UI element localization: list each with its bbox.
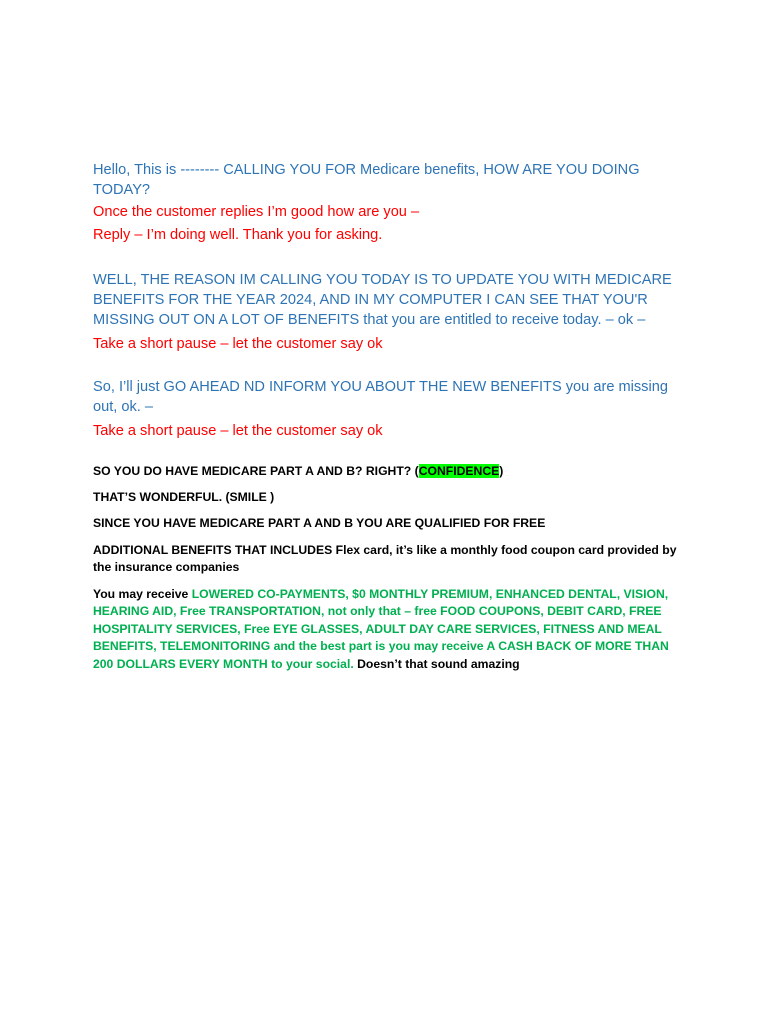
pause-instruction-2: Take a short pause – let the customer say ok (93, 423, 383, 439)
wonderful-line: THAT’S WONDERFUL. (SMILE ) (93, 489, 275, 504)
pause-instruction-1: Take a short pause – let the customer say ok (93, 336, 383, 352)
receive-benefits-paragraph (93, 586, 683, 674)
part-ab-question-text: SO YOU DO HAVE MEDICARE PART A AND B? RIGHT? ( (93, 464, 419, 478)
part-ab-question (93, 463, 683, 481)
confidence-highlight: CONFIDENCE (418, 464, 500, 478)
benefits-list: LOWERED CO-PAYMENTS, $0 MONTHLY PREMIUM, ENHANCED DENTAL, VISION, HEARING AID, Free TRANSPORTATION, not only that – free FOOD COUPONS, DEBIT CARD, FREE HOSPITALITY SERVICES, Free EYE GLASSES, ADULT DAY CARE SERVICES, FITNESS AND MEAL BENEFITS, TELEMONITORING and the best part is you may receive A CASH BACK OF MORE THAN 200 DOLLARS EVERY MONTH to your social. (93, 586, 669, 671)
greeting-line: Hello, This is -------- CALLING YOU FOR Medicare benefits, HOW ARE YOU DOING TODAY? (93, 162, 640, 198)
script-content (93, 160, 683, 673)
customer-reply-note: Once the customer replies I’m good how are you – (93, 204, 420, 220)
receive-prefix: You may receive (93, 586, 192, 601)
agent-reply-note: Reply – I’m doing well. Thank you for asking. (93, 227, 383, 243)
inform-paragraph: So, I’ll just GO AHEAD ND INFORM YOU ABOUT THE NEW BENEFITS you are missing out, ok. – (93, 379, 668, 415)
reason-paragraph: WELL, THE REASON IM CALLING YOU TODAY IS TO UPDATE YOU WITH MEDICARE BENEFITS FOR THE YEAR 2024, AND IN MY COMPUTER I CAN SEE THAT YOU'R MISSING OUT ON A LOT OF BENEFITS that you are entitled to receive today. – ok – (93, 272, 672, 328)
closing-text: Doesn’t that sound amazing (353, 656, 520, 671)
additional-benefits-paragraph: ADDITIONAL BENEFITS THAT INCLUDES Flex card, it’s like a monthly food coupon card provided by the insurance companies (93, 542, 677, 574)
part-ab-question-close: ) (499, 464, 504, 478)
qualified-line: SINCE YOU HAVE MEDICARE PART A AND B YOU ARE QUALIFIED FOR FREE (93, 516, 546, 530)
